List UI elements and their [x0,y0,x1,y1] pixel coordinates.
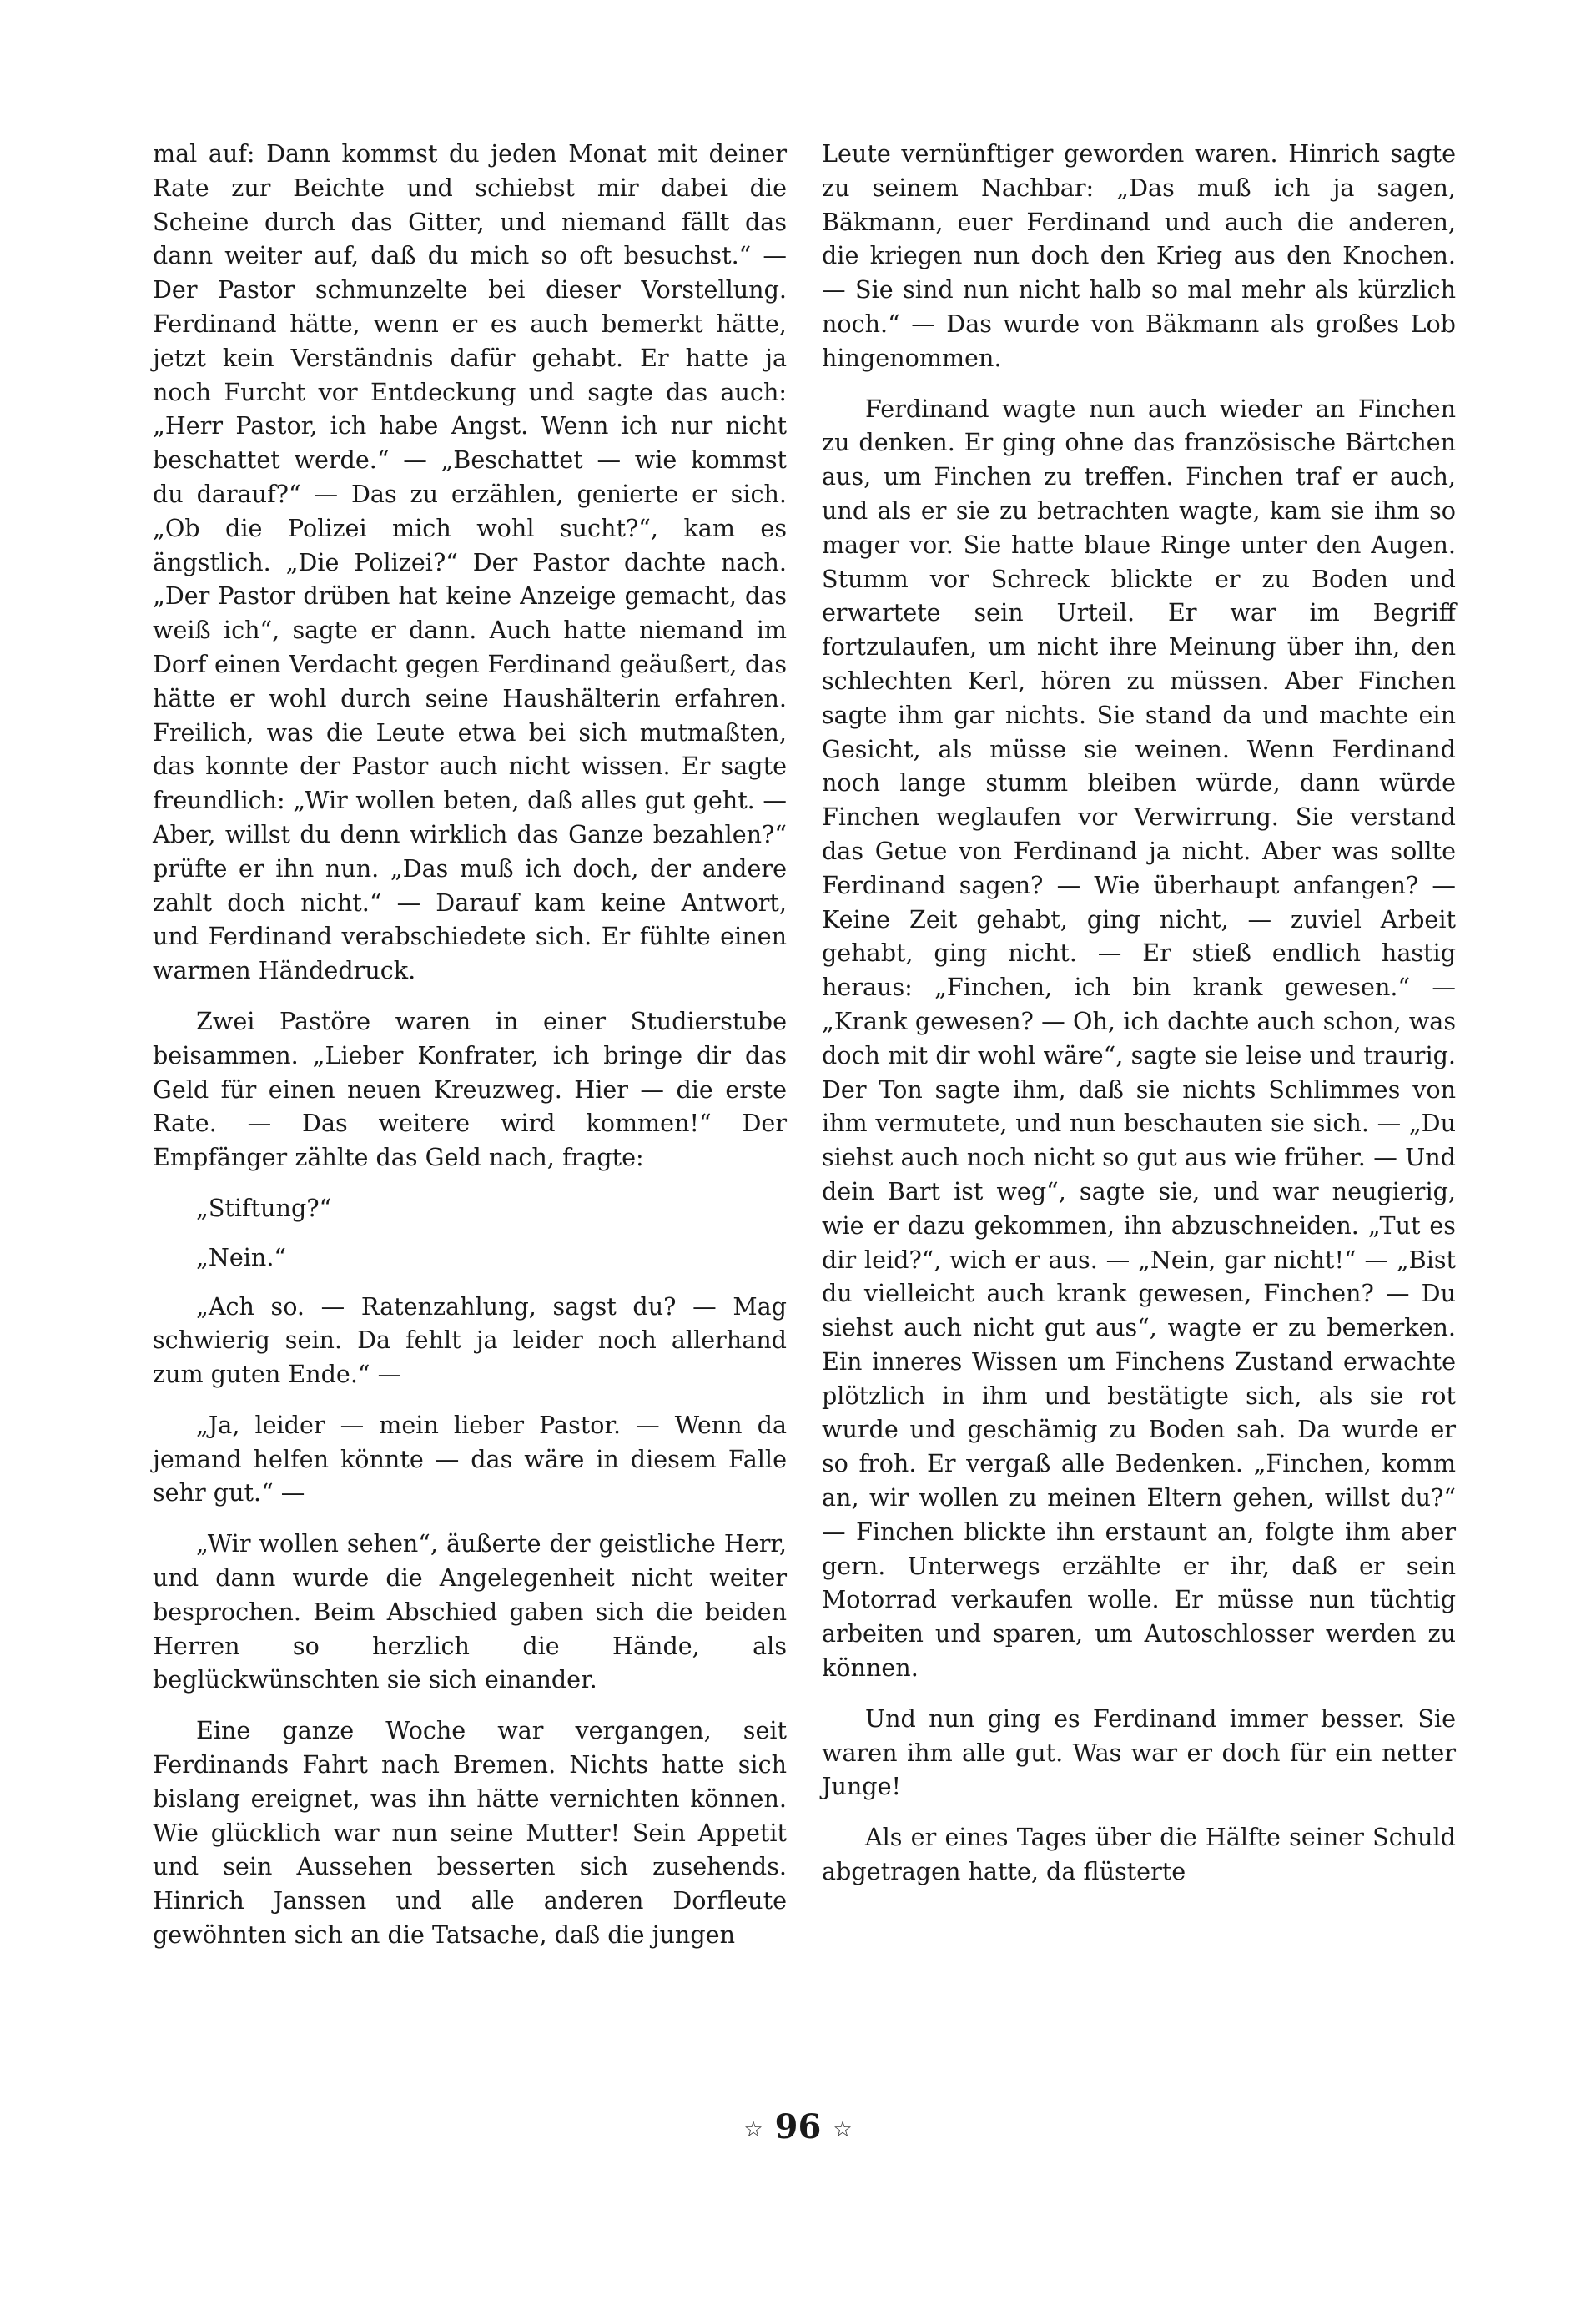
page-number: 96 [774,2107,822,2146]
paragraph: „Wir wollen sehen“, äußerte der geistliche Herr, und dann wurde die Angelegenheit nicht weiter besprochen. Beim Abschied gaben sich die beiden Herren so herzlich die Hände, als beglückwünschten sie sich einander. [153,1529,787,1694]
page-number-footer [0,2106,1596,2151]
paragraph: Als er eines Tages über die Hälfte seiner Schuld abgetragen hatte, da flüsterte [822,1823,1456,1886]
paragraph: „Ach so. — Ratenzahlung, sagst du? — Mag schwierig sein. Da fehlt ja leider noch allerhand zum guten Ende.“ — [153,1291,787,1389]
paragraph: Eine ganze Woche war vergangen, seit Ferdinands Fahrt nach Bremen. Nichts hatte sich bislang ereignet, was ihn hätte vernichten können. Wie glücklich war nun seine Mutter! Sein Appetit und sein Aussehen besserten sich zusehends. Hinrich Janssen und alle anderen Dorfleute gewöhnten sich an die Tatsache, daß die jungen [153,1716,787,1950]
right-text-column [822,137,1456,1905]
paragraph: Ferdinand wagte nun auch wieder an Finchen zu denken. Er ging ohne das französische Bärtchen aus, um Finchen zu treffen. Finchen traf er auch, und als er sie zu betrachten wagte, kam sie ihm so mager vor. Sie hatte blaue Ringe unter den Augen. Stumm vor Schreck blickte er zu Boden und erwartete sein Urteil. Er war im Begriff fortzulaufen, um nicht ihre Meinung über ihn, den schlechten Kerl, hören zu müssen. Aber Finchen sagte ihm gar nichts. Sie stand da und machte ein Gesicht, als müsse sie weinen. Wenn Ferdinand noch lange stumm bleiben würde, dann würde Finchen weglaufen vor Verwirrung. Sie verstand das Getue von Ferdinand ja nicht. Aber was sollte Ferdinand sagen? — Wie überhaupt anfangen? — Keine Zeit gehabt, ging nicht, — zuviel Arbeit gehabt, ging nicht. — Er stieß endlich hastig heraus: „Finchen, ich bin krank gewesen.“ — „Krank gewesen? — Oh, ich dachte auch schon, was doch mit dir wohl wäre“, sagte sie leise und traurig. Der Ton sagte ihm, daß sie nichts Schlimmes von ihm vermutete, und nun beschauten sie sich. — „Du siehst auch noch nicht so gut aus wie früher. — Und dein Bart ist weg“, sagte sie, und war neugierig, wie er dazu gekommen, ihn abzuschneiden. „Tut es dir leid?“, wich er aus. — „Nein, gar nicht!“ — „Bist du vielleicht auch krank gewesen, Finchen? — Du siehst auch nicht gut aus“, wagte er zu bemerken. Ein inneres Wissen um Finchens Zustand erwachte plötzlich in ihm und bestätigte sich, als sie rot wurde und geschämig zu Boden sah. Da wurde er so froh. Er vergaß alle Bedenken. „Finchen, komm an, wir wollen zu meinen Eltern gehen, willst du?“ — Finchen blickte ihn erstaunt an, folgte ihm aber gern. Unterwegs erzählte er ihr, daß er sein Motorrad verkaufen wolle. Er müsse nun tüchtig arbeiten und sparen, um Autoschlosser werden zu können. [822,394,1456,1683]
star-ornament-icon: ☆ [743,2117,763,2142]
left-text-column [153,137,787,1969]
paragraph: Und nun ging es Ferdinand immer besser. Sie waren ihm alle gut. Was war er doch für ein netter Junge! [822,1704,1456,1801]
paragraph: Leute vernünftiger geworden waren. Hinrich sagte zu seinem Nachbar: „Das muß ich ja sagen, Bäkmann, euer Ferdinand und auch die anderen, die kriegen nun doch den Krieg aus den Knochen. — Sie sind nun nicht halb so mal mehr als kürzlich noch.“ — Das wurde von Bäkmann als großes Lob hingenommen. [822,139,1456,372]
paragraph: Zwei Pastöre waren in einer Studierstube beisammen. „Lieber Konfrater, ich bringe dir das Geld für einen neuen Kreuzweg. Hier — die erste Rate. — Das weitere wird kommen!“ Der Empfänger zählte das Geld nach, fragte: [153,1006,787,1172]
star-ornament-icon: ☆ [833,2117,853,2142]
paragraph: „Ja, leider — mein lieber Pastor. — Wenn da jemand helfen könnte — das wäre in diesem Falle sehr gut.“ — [153,1410,787,1507]
paragraph: mal auf: Dann kommst du jeden Monat mit deiner Rate zur Beichte und schiebst mir dabei die Scheine durch das Gitter, und niemand fällt das dann weiter auf, daß du mich so oft besuchst.“ — Der Pastor schmunzelte bei dieser Vorstellung. Ferdinand hätte, wenn er es auch bemerkt hätte, jetzt kein Verständnis dafür gehabt. Er hatte ja noch Furcht vor Entdeckung und sagte das auch: „Herr Pastor, ich habe Angst. Wenn ich nur nicht beschattet werde.“ — „Beschattet — wie kommst du darauf?“ — Das zu erzählen, genierte er sich. „Ob die Polizei mich wohl sucht?“, kam es ängstlich. „Die Polizei?“ Der Pastor dachte nach. „Der Pastor drüben hat keine Anzeige gemacht, das weiß ich“, sagte er dann. Auch hatte niemand im Dorf einen Verdacht gegen Ferdinand geäußert, das hätte er wohl durch seine Haushälterin erfahren. Freilich, was die Leute etwa bei sich mutmaßten, das konnte der Pastor auch nicht wissen. Er sagte freundlich: „Wir wollen beten, daß alles gut geht. — Aber, willst du denn wirklich das Ganze bezahlen?“ prüfte er ihn nun. „Das muß ich doch, der andere zahlt doch nicht.“ — Darauf kam keine Antwort, und Ferdinand verabschiedete sich. Er fühlte einen warmen Händedruck. [153,139,787,985]
dialogue-line: „Nein.“ [196,1242,287,1271]
dialogue-line: „Stiftung?“ [196,1193,332,1222]
